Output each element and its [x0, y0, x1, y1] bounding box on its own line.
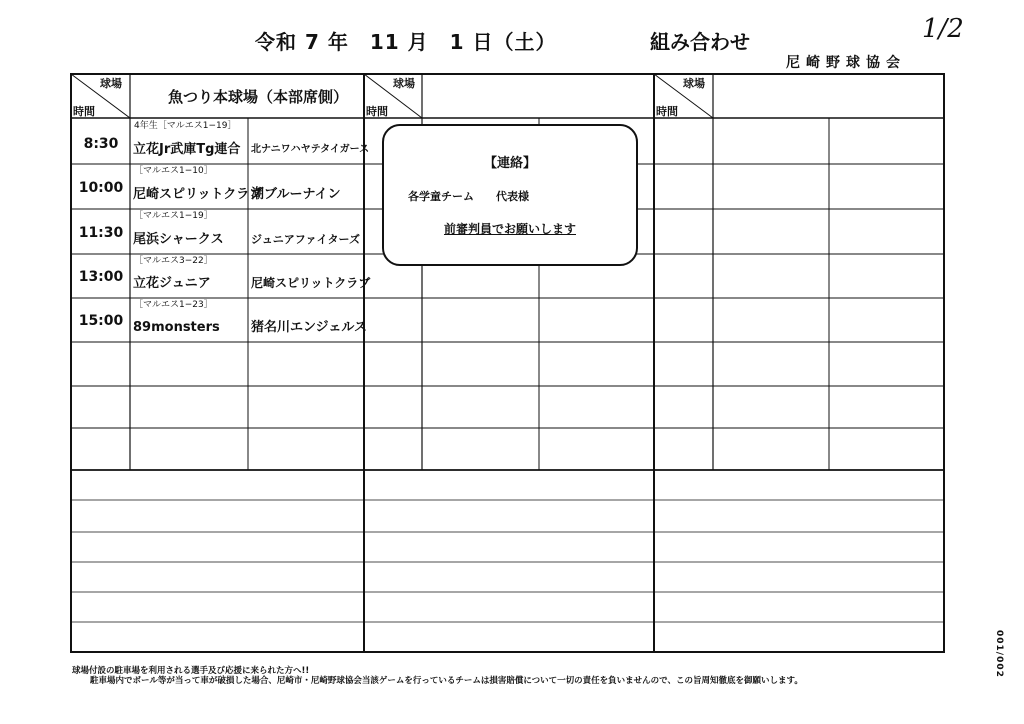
match-label: 4年生［マルエス1−19］ [134, 121, 237, 131]
page-subtitle: 組み合わせ [650, 30, 750, 54]
match-label: ［マルエス1−19］ [134, 211, 213, 221]
footer-note-body: 駐車場内でボール等が当って車が破損した場合、尼崎市・尼崎野球協会当該ゲームを行っているチームは損害賠償について一切の責任を負いませんので、この旨周知徹底を御願いします。 [90, 676, 803, 686]
corner-label-venue-1: 球場 [100, 77, 122, 90]
notice-recipient: 各学童チーム 代表様 [408, 190, 529, 203]
page-title: 令和 7 年 11 月 1 日（土） [255, 30, 557, 54]
corner-label-time-2: 時間 [366, 105, 388, 118]
match-label: ［マルエス3−22］ [134, 256, 213, 266]
match-time: 15:00 [78, 313, 124, 329]
team-b: 尼崎スピリットクラブ [251, 276, 371, 290]
match-time: 11:30 [78, 225, 124, 241]
corner-label-time-1: 時間 [73, 105, 95, 118]
page-stamp: 001/002 [994, 630, 1004, 678]
team-b: 潮ブルーナイン [251, 187, 341, 202]
team-a: 尼崎スピリットクラブ [133, 187, 263, 202]
team-a: 立花Jr武庫Tg連合 [133, 142, 241, 157]
footer-note-heading: 球場付設の駐車場を利用される選手及び応援に来られた方へ!! [72, 666, 310, 676]
corner-label-time-3: 時間 [656, 105, 678, 118]
team-a: 立花ジュニア [133, 276, 211, 291]
match-label: ［マルエス1−23］ [134, 300, 213, 310]
corner-label-venue-3: 球場 [683, 77, 705, 90]
team-a: 尾浜シャークス [133, 232, 224, 247]
venue-name: 魚つり本球場（本部席側） [168, 88, 349, 106]
team-b: ジュニアファイターズ [251, 233, 361, 246]
notice-body: 前審判員でお願いします [443, 222, 576, 236]
match-time: 8:30 [83, 136, 119, 152]
team-b: 猪名川エンジェルス [251, 320, 368, 335]
team-b: 北ナニワハヤテタイガース [251, 144, 370, 155]
match-time: 13:00 [78, 269, 124, 285]
match-time: 10:00 [78, 180, 124, 196]
team-a: 89monsters [133, 320, 220, 335]
match-label: ［マルエス1−10］ [134, 166, 213, 176]
notice-heading: 【連絡】 [483, 156, 536, 171]
association-name: 尼崎野球協会 [786, 55, 906, 71]
notice-box [382, 124, 638, 266]
page-mark: 1/2 [922, 14, 964, 44]
corner-label-venue-2: 球場 [393, 77, 415, 90]
